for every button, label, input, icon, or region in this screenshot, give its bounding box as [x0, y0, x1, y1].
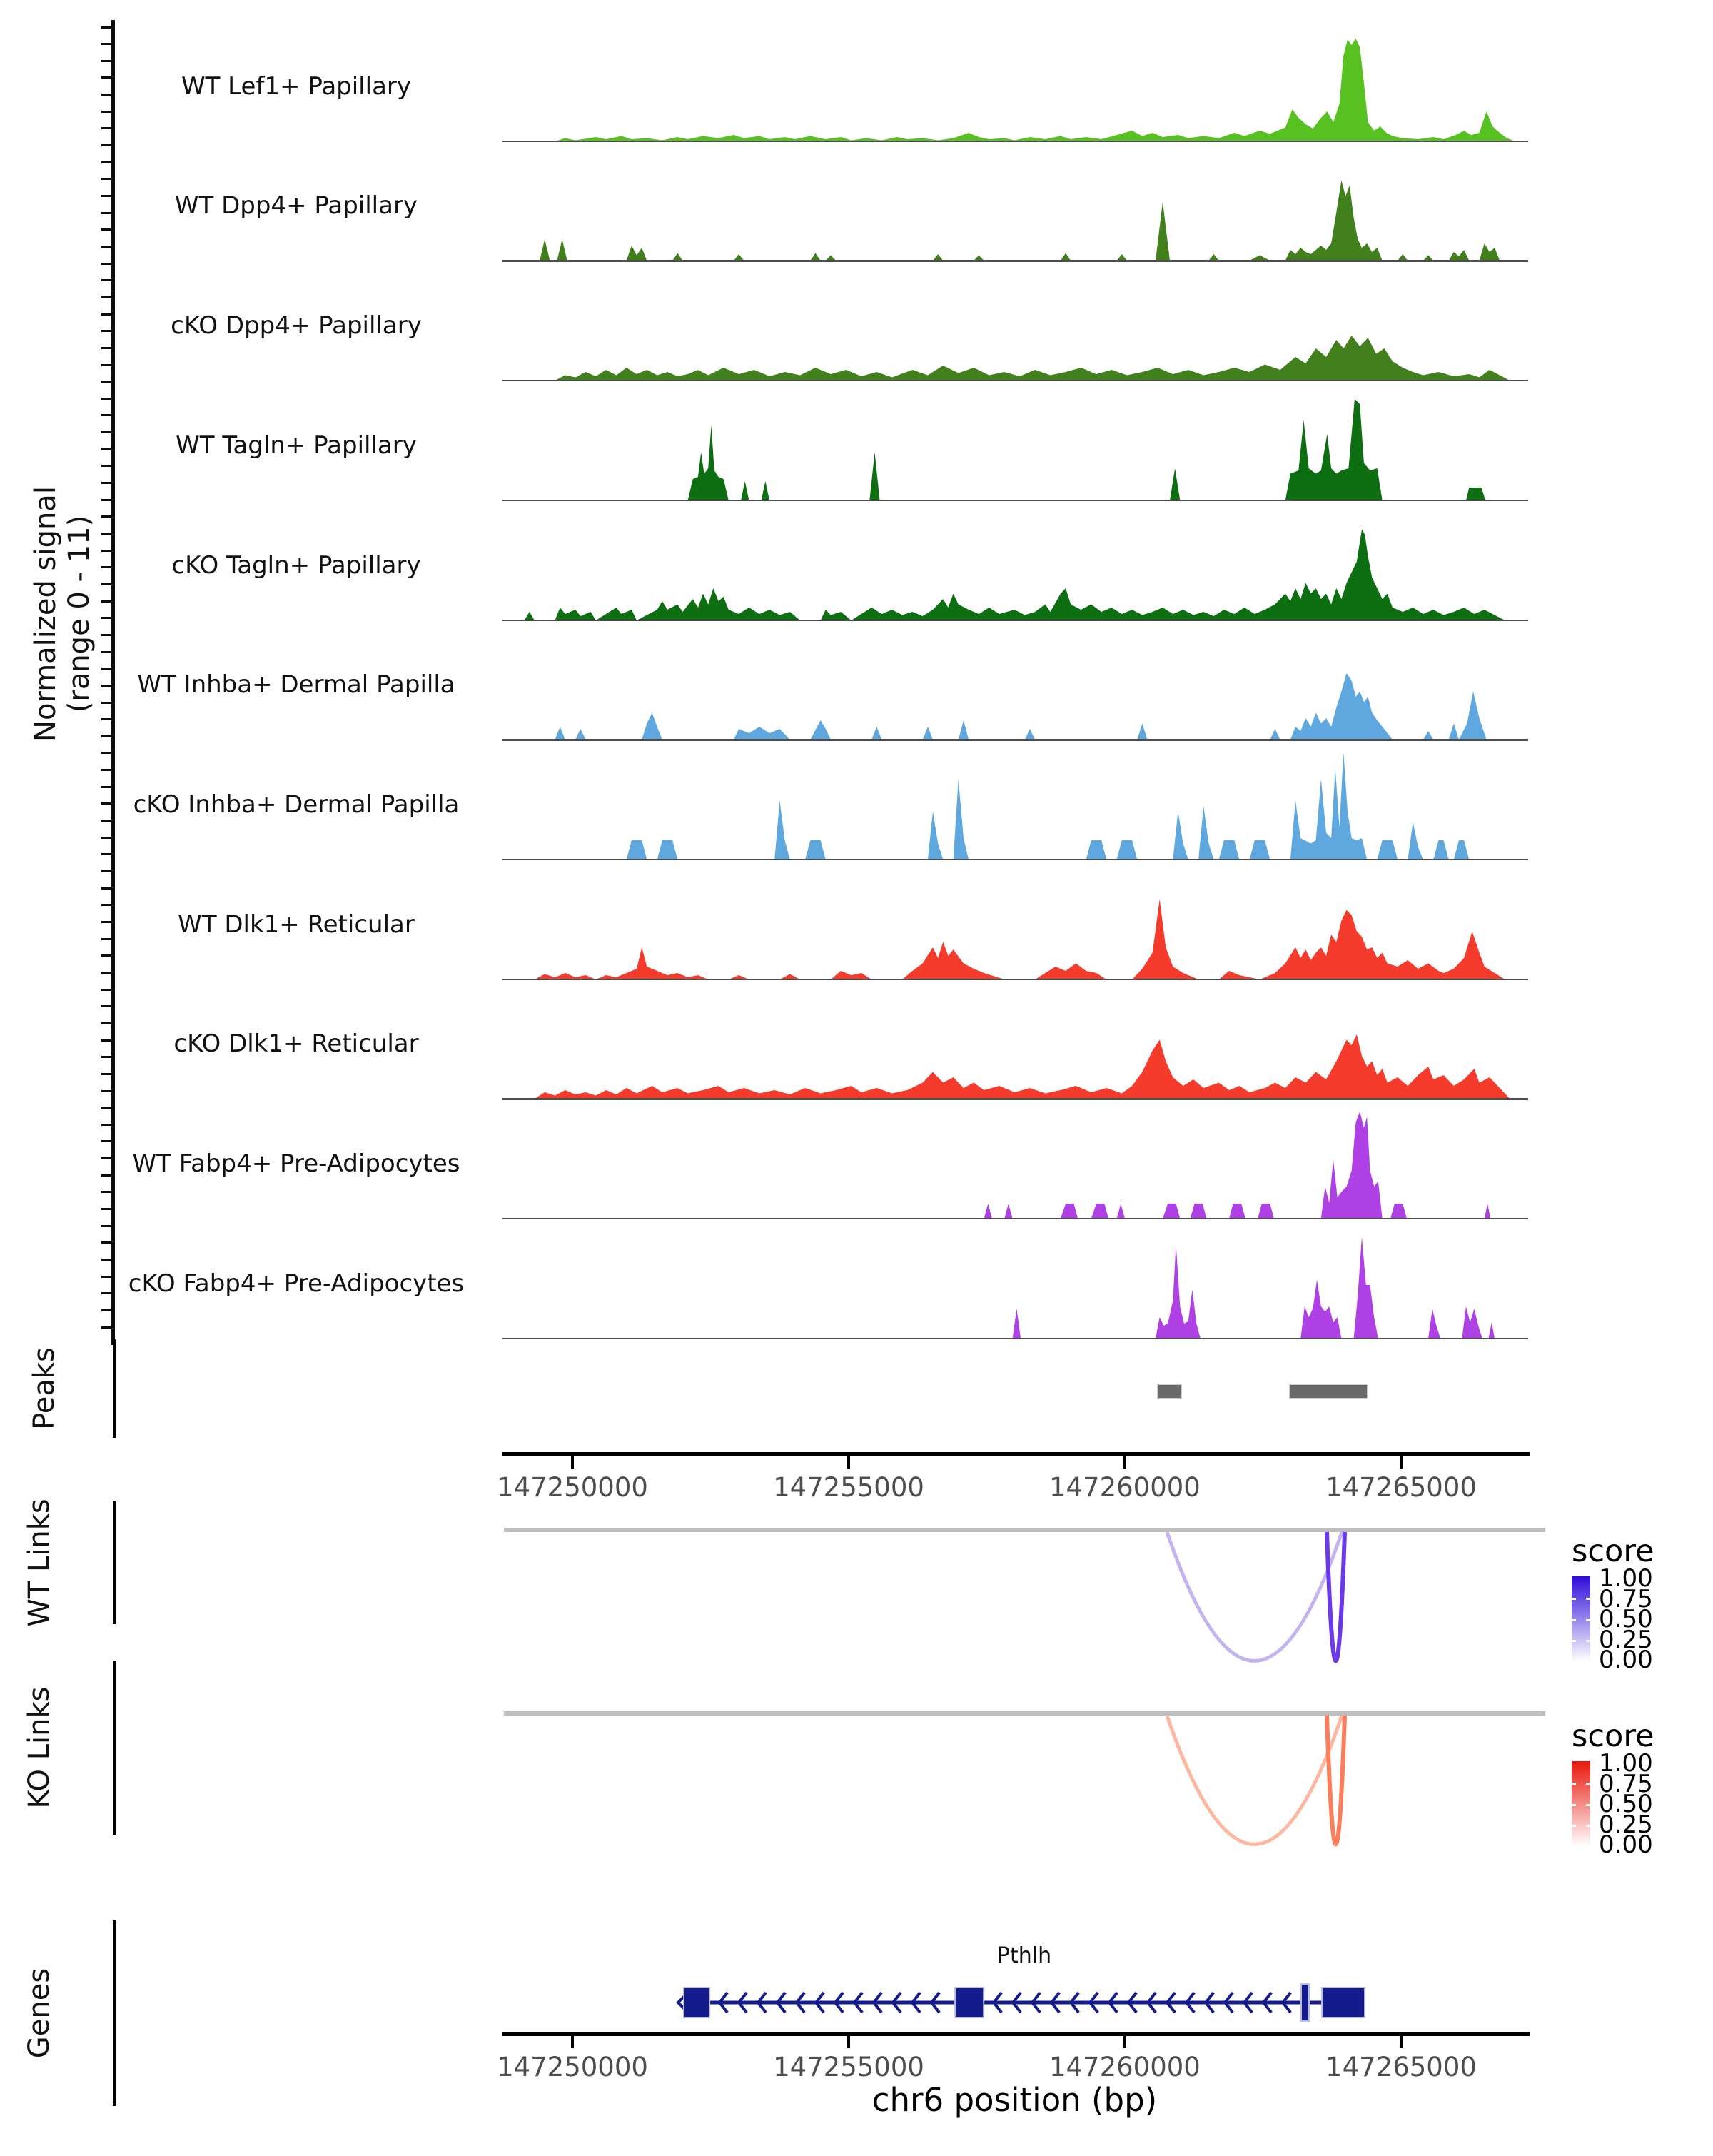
y-axis-tick: [101, 1124, 112, 1126]
score-legend-label: 0.00: [1599, 1830, 1653, 1860]
axis-tick-label: 147250000: [497, 2052, 648, 2082]
peaks-bracket: [113, 1339, 116, 1438]
y-axis-tick: [101, 853, 112, 855]
signal-area: [504, 1228, 1525, 1339]
y-axis-tick: [101, 786, 112, 788]
y-axis-tick: [101, 735, 112, 737]
exon-box: [955, 1988, 984, 2018]
signal-area: [504, 1108, 1525, 1219]
peak-interval: [1289, 1384, 1368, 1399]
track-baseline: [502, 141, 1528, 142]
y-axis-tick: [101, 617, 112, 619]
y-axis-tick: [101, 887, 112, 890]
y-axis-tick: [101, 668, 112, 670]
y-axis-tick: [101, 634, 112, 636]
y-axis-tick: [101, 1107, 112, 1109]
y-axis-tick: [101, 161, 112, 163]
score-legend-bar-tick: [1586, 1783, 1590, 1785]
exon-box: [1301, 1984, 1309, 2021]
y-axis-tick: [101, 364, 112, 366]
track-label: cKO Inhba+ Dermal Papilla: [133, 790, 460, 819]
y-axis-tick: [101, 296, 112, 298]
score-legend-label: 0.75: [1599, 1584, 1653, 1613]
signal-area: [504, 150, 1525, 261]
axis-tick-label: 147255000: [773, 2052, 924, 2082]
y-axis-tick: [101, 1140, 112, 1142]
track-baseline: [502, 1338, 1528, 1339]
y-axis-tick: [101, 263, 112, 265]
y-axis-tick: [101, 989, 112, 991]
y-axis-tick: [101, 1191, 112, 1193]
score-legend-bar-tick: [1572, 1598, 1576, 1600]
axis-tick: [847, 1456, 850, 1469]
axis-tick-label: 147265000: [1325, 2052, 1477, 2082]
track-label: WT Dpp4+ Papillary: [174, 191, 418, 221]
track-baseline: [502, 620, 1528, 621]
wt-links-section-label: WT Links: [23, 1498, 56, 1627]
y-axis-tick: [101, 533, 112, 535]
track-label: WT Lef1+ Papillary: [181, 71, 412, 101]
track-baseline: [502, 1218, 1528, 1219]
axis-tick: [1400, 1456, 1403, 1469]
y-axis-tick: [101, 60, 112, 62]
signal-area: [504, 869, 1525, 980]
axis-line: [502, 1452, 1530, 1456]
score-legend-bar-tick: [1586, 1804, 1590, 1806]
score-legend-bar-tick: [1572, 1619, 1576, 1621]
exon-box: [684, 1988, 709, 2018]
signal-area: [504, 510, 1525, 621]
wt-links-bracket: [113, 1501, 116, 1624]
y-axis-label-line2: (range 0 - 11): [63, 515, 96, 713]
y-axis-tick: [101, 583, 112, 585]
y-axis-tick: [101, 870, 112, 872]
y-axis-tick: [101, 1208, 112, 1210]
signal-area: [504, 390, 1525, 501]
score-legend-bar-tick: [1572, 1825, 1576, 1827]
signal-area: [504, 31, 1525, 142]
y-axis-tick: [101, 26, 112, 29]
axis-tick-label: 147255000: [773, 1472, 924, 1503]
track-baseline: [502, 739, 1528, 740]
track-label: cKO Tagln+ Papillary: [171, 550, 421, 580]
y-axis-tick: [101, 279, 112, 281]
axis-tick-label: 147265000: [1325, 1472, 1477, 1503]
y-axis-tick: [101, 482, 112, 484]
link-arc: [1167, 1532, 1342, 1661]
y-axis-tick: [101, 954, 112, 957]
ko-links-bracket: [113, 1661, 116, 1835]
score-legend-bar-tick: [1586, 1598, 1590, 1600]
y-axis-tick: [101, 1309, 112, 1311]
score-legend-title: score: [1572, 1533, 1654, 1569]
score-legend-bar-tick: [1572, 1783, 1576, 1785]
track-label: WT Dlk1+ Reticular: [178, 910, 415, 939]
track-baseline: [502, 380, 1528, 381]
score-legend-label: 1.00: [1599, 1749, 1653, 1778]
y-axis-tick: [101, 904, 112, 906]
y-axis-tick: [101, 1022, 112, 1024]
y-axis-tick: [101, 228, 112, 231]
genes-bracket: [113, 1920, 116, 2106]
y-axis-tick: [101, 398, 112, 400]
axis-tick: [1400, 2036, 1403, 2048]
y-axis-tick: [101, 414, 112, 416]
y-axis-tick: [101, 178, 112, 180]
signal-area: [504, 988, 1525, 1099]
axis-tick-label: 147260000: [1048, 1472, 1201, 1503]
score-legend-title: score: [1572, 1718, 1654, 1754]
axis-tick-label: 147250000: [497, 1472, 648, 1503]
x-axis-title: chr6 position (bp): [871, 2081, 1158, 2119]
y-axis-tick: [101, 515, 112, 518]
axis-tick-label: 147260000: [1048, 2052, 1201, 2082]
y-axis-label: [24, 400, 102, 828]
y-axis-tick: [101, 1090, 112, 1092]
ko-links-panel: [504, 1711, 1547, 1854]
y-axis-tick: [101, 1326, 112, 1329]
y-axis-tick: [101, 127, 112, 129]
y-axis-tick: [101, 600, 112, 603]
y-axis-tick: [101, 972, 112, 974]
score-legend-bar-tick: [1586, 1619, 1590, 1621]
axis-tick: [571, 1456, 574, 1469]
track-label: WT Fabp4+ Pre-Adipocytes: [132, 1149, 460, 1178]
axis-line: [502, 2032, 1530, 2036]
link-arc: [1167, 1716, 1342, 1844]
genes-section-label: Genes: [23, 1968, 56, 2059]
y-axis-tick: [101, 769, 112, 771]
y-axis-label-line1: Normalized signal: [29, 486, 62, 742]
track-baseline: [502, 859, 1528, 860]
axis-tick: [847, 2036, 850, 2048]
y-axis-tick: [101, 1259, 112, 1261]
axis-tick: [1123, 2036, 1126, 2048]
axis-tick: [1123, 1456, 1126, 1469]
score-legend-label: 0.25: [1599, 1625, 1653, 1654]
score-legend-bar-tick: [1572, 1804, 1576, 1806]
y-axis-tick: [101, 144, 112, 146]
wt-links-panel: [504, 1528, 1547, 1671]
exon-box: [1322, 1988, 1365, 2018]
y-axis-tick: [101, 718, 112, 720]
y-axis-tick: [101, 1225, 112, 1227]
score-legend-label: 0.50: [1599, 1790, 1653, 1819]
y-axis-tick: [101, 246, 112, 248]
score-legend-bar-tick: [1572, 1640, 1576, 1642]
track-baseline: [502, 979, 1528, 980]
track-label: cKO Fabp4+ Pre-Adipocytes: [128, 1269, 465, 1298]
score-legend-bar-tick: [1586, 1825, 1590, 1827]
track-label: cKO Dpp4+ Papillary: [171, 311, 422, 341]
score-legend-label: 0.00: [1599, 1646, 1653, 1675]
score-legend-label: 0.50: [1599, 1605, 1653, 1634]
track-label: cKO Dlk1+ Reticular: [173, 1029, 419, 1059]
score-legend-label: 1.00: [1599, 1564, 1653, 1593]
y-axis-tick: [101, 381, 112, 383]
track-baseline: [502, 500, 1528, 501]
score-legend-label: 0.25: [1599, 1810, 1653, 1839]
y-axis-tick: [101, 1005, 112, 1007]
y-axis-tick: [101, 1073, 112, 1075]
y-axis-tick: [101, 651, 112, 653]
y-axis-tick: [101, 499, 112, 501]
peak-interval: [1157, 1384, 1182, 1399]
ko-links-section-label: KO Links: [23, 1686, 56, 1809]
y-axis-tick: [101, 752, 112, 754]
y-axis-tick: [101, 347, 112, 349]
y-axis-tick: [101, 1241, 112, 1244]
track-baseline: [502, 1098, 1528, 1099]
y-axis-tick: [101, 111, 112, 113]
gene-name-label: Pthlh: [996, 1943, 1052, 1968]
peaks-section-label: Peaks: [28, 1347, 61, 1430]
score-legend-bar-tick: [1586, 1640, 1590, 1642]
track-label: WT Inhba+ Dermal Papilla: [137, 670, 455, 700]
track-label: WT Tagln+ Papillary: [176, 430, 417, 460]
signal-area: [504, 749, 1525, 860]
track-baseline: [502, 260, 1528, 261]
y-axis-tick: [101, 837, 112, 839]
signal-area: [504, 629, 1525, 740]
axis-tick: [571, 2036, 574, 2048]
y-axis-tick: [101, 43, 112, 45]
score-legend-label: 0.75: [1599, 1769, 1653, 1798]
signal-area: [504, 270, 1525, 381]
y-axis-tick: [101, 465, 112, 467]
gene-model: [504, 1970, 1525, 2038]
